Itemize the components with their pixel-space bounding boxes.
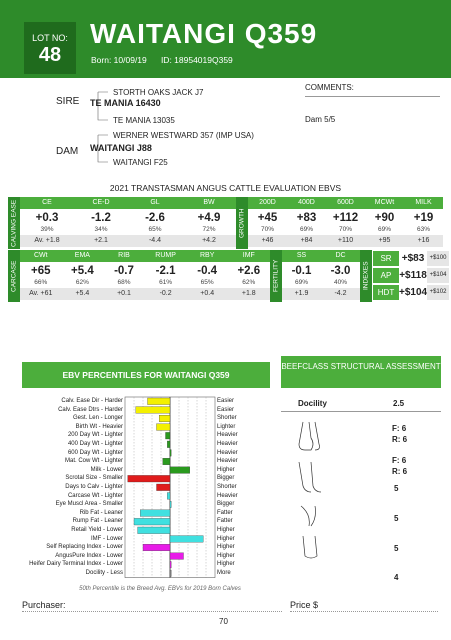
calving-breed-avg: Av. +1.8 [20,235,74,247]
percentile-bar [140,510,170,517]
percentile-left-label: 400 Day Wt - Lighter [67,441,123,447]
growth-accuracy: 69% [377,226,391,233]
purchaser-label: Purchaser: [22,600,66,610]
calving-col-header: GL [150,199,160,206]
calving-col-header: CE [42,199,52,206]
percentile-right-label: Heavier [217,458,238,465]
carcase-col-header: RUMP [155,252,176,259]
growth-col-header: 200D [259,199,276,206]
percentile-bar [157,484,171,491]
comments-text: Dam 5/5 [305,115,336,124]
percentile-bar [170,561,171,568]
growth-col-header: MILK [415,199,432,206]
born-date: Born: 10/09/19 [91,55,147,65]
percentile-bar [148,398,171,405]
percentile-bar [170,570,171,577]
percentile-bar [163,458,170,465]
percentile-left-label: Days to Calv - Lighter [65,484,123,490]
percentile-bar [157,424,171,431]
page-number: 70 [219,617,228,626]
carcase-value: -0.7 [114,265,134,277]
fertility-col-header: DC [335,252,346,259]
percentile-left-label: Scrotal Size - Smaller [65,475,123,482]
growth-breed-avg: +110 [326,235,365,247]
carcase-value: +65 [31,265,51,277]
fertility-accuracy: 69% [294,279,308,286]
growth-accuracy: 70% [338,226,352,233]
percentile-left-label: Rump Fat - Leaner [72,518,123,525]
pastern-score: 4 [394,573,399,582]
percentile-bar [143,544,170,551]
growth-value: +90 [374,212,395,224]
index-value: +$118 [399,270,427,281]
angle-score: 5 [394,514,399,523]
percentile-left-label: Calv. Ease Dtrs - Harder [58,406,123,413]
percentile-bar [134,518,170,525]
index-label: SR [373,251,399,266]
lot-number: 48 [38,44,62,66]
index-label: AP [373,268,399,283]
growth-col-header: MCWt [374,199,395,206]
pastern-icon [303,536,317,558]
lot-box [24,22,76,74]
carcase-col-header: RBY [199,252,215,259]
percentile-right-label: Shorter [217,415,237,422]
front-feet-icon [299,422,320,450]
carcase-value: +5.4 [71,265,94,277]
calving-accuracy: 39% [40,226,54,233]
percentile-left-label: Calv. Ease Dir - Harder [61,398,123,404]
growth-side-label: GROWTH [236,197,248,249]
carcase-accuracy: 62% [242,279,256,286]
carcase-accuracy: 65% [200,279,214,286]
index-value: +$83 [401,253,425,264]
structural-title: BEEFCLASS STRUCTURAL ASSESSMENT [281,356,441,388]
index-value: +$104 [399,287,428,298]
docility-label: Docility [298,399,327,408]
rear-feet-icon [299,462,321,492]
percentile-bar [170,467,190,474]
fertility-value: -0.1 [291,265,312,277]
percentile-right-label: Higher [217,535,235,542]
growth-accuracy: 63% [416,226,430,233]
docility-row [281,396,441,412]
percentile-right-label: Heavier [217,449,238,456]
carcase-breed-avg: +1.8 [228,288,270,300]
fertility-col-header: SS [296,252,307,259]
percentile-bar [170,536,203,543]
leg-score: 5 [394,544,399,553]
percentiles-title: EBV PERCENTILES FOR WAITANGI Q359 [22,362,270,388]
index-avg: +$104 [427,268,449,283]
carcase-breed-avg: Av. +61 [20,288,62,300]
calving-breed-avg: +4.2 [182,235,236,247]
percentile-right-label: Bigger [217,501,235,508]
carcase-value: -2.1 [155,265,176,277]
carcase-col-header: CWt [33,252,48,259]
dam-name: WAITANGI J88 [90,143,152,153]
carcase-col-header: RIB [118,252,130,259]
calving-value: -2.6 [145,212,165,224]
carcase-value: -0.4 [197,265,218,277]
carcase-col-header: EMA [74,252,90,259]
fertility-side-label: FERTILITY [270,250,282,302]
calving-accuracy: 72% [202,226,216,233]
percentile-right-label: Shorter [217,484,237,490]
growth-value: +83 [296,212,317,224]
percentile-right-label: Higher [217,552,235,559]
percentile-bar [170,553,184,560]
front-score: F: 6 R: 6 [392,424,408,444]
indexes-side-label: INDEXES [360,250,372,302]
percentile-right-label: Heavier [217,432,238,439]
fertility-breed-avg: +1.9 [282,288,321,300]
percentile-left-label: Milk - Lower [90,466,123,473]
percentile-left-label: IMF - Lower [90,535,123,542]
calving-col-header: CE-D [92,199,110,206]
dam-sire: WERNER WESTWARD 357 (IMP USA) [113,131,254,140]
growth-breed-avg: +84 [287,235,326,247]
docility-value: 2.5 [393,399,405,408]
animal-name: WAITANGI Q359 [90,18,318,49]
percentile-right-label: Bigger [217,475,235,482]
index-avg: +$102 [427,285,449,300]
percentile-right-label: Easier [217,398,235,404]
percentile-left-label: 600 Day Wt - Lighter [67,449,123,456]
percentile-bar [136,407,170,414]
percentile-right-label: Higher [217,466,235,473]
price-label: Price $ [290,600,319,610]
dam-label: DAM [56,146,79,157]
percentile-bar [128,475,170,482]
calving-side-label: CALVING EASE [8,197,20,249]
percentile-right-label: Higher [217,561,235,568]
percentile-left-label: Mat. Cow Wt - Lighter [64,458,123,465]
animal-id: ID: 18954019Q359 [160,55,233,65]
percentile-right-label: Higher [217,544,235,551]
percentile-right-label: More [217,570,231,576]
percentile-right-label: Higher [217,527,235,533]
carcase-value: +2.6 [237,265,261,277]
percentile-left-label: AngusPure Index - Lower [55,552,123,559]
carcase-breed-avg: +5.4 [62,288,104,300]
percentile-left-label: Retail Yield - Lower [71,527,123,533]
purchaser-line[interactable] [22,611,282,612]
price-line[interactable] [290,611,438,612]
carcase-breed-avg: -0.2 [145,288,187,300]
fertility-value: -3.0 [330,265,351,277]
sire-label: SIRE [56,96,80,107]
lot-label: LOT NO: [32,33,68,43]
index-label: HDT [373,285,399,300]
carcase-accuracy: 68% [117,279,131,286]
percentile-left-label: Eye Muscl Area - Smaller [55,501,123,508]
carcase-breed-avg: +0.4 [186,288,228,300]
percentile-bar [167,493,170,500]
growth-breed-avg: +95 [365,235,404,247]
growth-breed-avg: +46 [248,235,287,247]
carcase-accuracy: 62% [75,279,89,286]
calving-accuracy: 34% [94,226,108,233]
calving-value: +4.9 [197,212,221,224]
percentile-left-label: Gest. Len - Longer [72,415,123,422]
carcase-accuracy: 61% [159,279,173,286]
growth-accuracy: 70% [260,226,274,233]
percentile-right-label: Easier [217,406,235,413]
percentile-left-label: Birth Wt - Heavier [75,423,123,430]
percentile-left-label: Self Replacing Index - Lower [46,544,123,551]
percentile-bar [167,441,170,448]
calving-col-header: BW [203,199,215,206]
growth-col-header: 600D [337,199,354,206]
percentile-grid [0,395,280,585]
ebv-title: 2021 TRANSTASMAN ANGUS CATTLE EVALUATION EBVS [109,183,342,193]
dam-dam: WAITANGI F25 [113,158,168,167]
sire-sire: STORTH OAKS JACK J7 [113,88,204,97]
percentile-bar [170,501,171,508]
growth-value: +19 [413,212,434,224]
percentile-left-label: Rib Fat - Leaner [79,509,123,516]
fertility-breed-avg: -4.2 [321,288,360,300]
comments-box [305,83,440,153]
calving-value: -1.2 [91,212,111,224]
header-band [0,0,451,78]
percentile-bar [166,432,171,439]
percentile-bar [138,527,170,534]
percentile-right-label: Heavier [217,441,238,447]
growth-col-header: 400D [298,199,315,206]
percentile-bar [159,415,170,422]
percentile-right-label: Heavier [217,492,238,499]
percentile-chart [0,395,280,585]
claw-icon [301,506,316,526]
growth-value: +112 [332,212,359,224]
sire-dam: TE MANIA 13035 [113,116,175,125]
born-id-line [91,55,233,65]
pedigree [0,80,290,180]
growth-value: +45 [257,212,278,224]
sire-name: TE MANIA 16430 [90,98,161,108]
percentile-right-label: Fatter [217,509,233,516]
carcase-breed-avg: +0.1 [103,288,145,300]
claw-score: 5 [394,484,399,493]
fertility-accuracy: 40% [333,279,347,286]
percentile-left-label: Carcase Wt - Lighter [67,492,123,499]
comments-label: COMMENTS: [305,83,440,97]
rear-score: F: 6 R: 6 [392,456,408,476]
percentile-right-label: Fatter [217,518,233,525]
carcase-col-header: IMF [242,252,255,259]
calving-breed-avg: +2.1 [74,235,128,247]
growth-accuracy: 69% [299,226,313,233]
calving-value: +0.3 [35,212,59,224]
percentile-right-label: Lighter [217,423,236,430]
percentile-footnote: 50th Percentile is the Breed Avg. EBVs for 2019 Born Calves [79,586,241,592]
index-avg: +$100 [427,251,449,266]
percentile-bar [170,450,171,457]
percentile-left-label: Heifer Dairy Terminal Index - Lower [29,561,123,568]
carcase-side-label: CARCASE [8,250,20,302]
growth-breed-avg: +16 [404,235,443,247]
calving-accuracy: 65% [148,226,162,233]
percentile-left-label: 200 Day Wt - Lighter [67,432,123,439]
carcase-accuracy: 66% [34,279,48,286]
percentile-left-label: Docility - Less [85,570,123,576]
calving-breed-avg: -4.4 [128,235,182,247]
structural-diagrams [281,414,441,564]
